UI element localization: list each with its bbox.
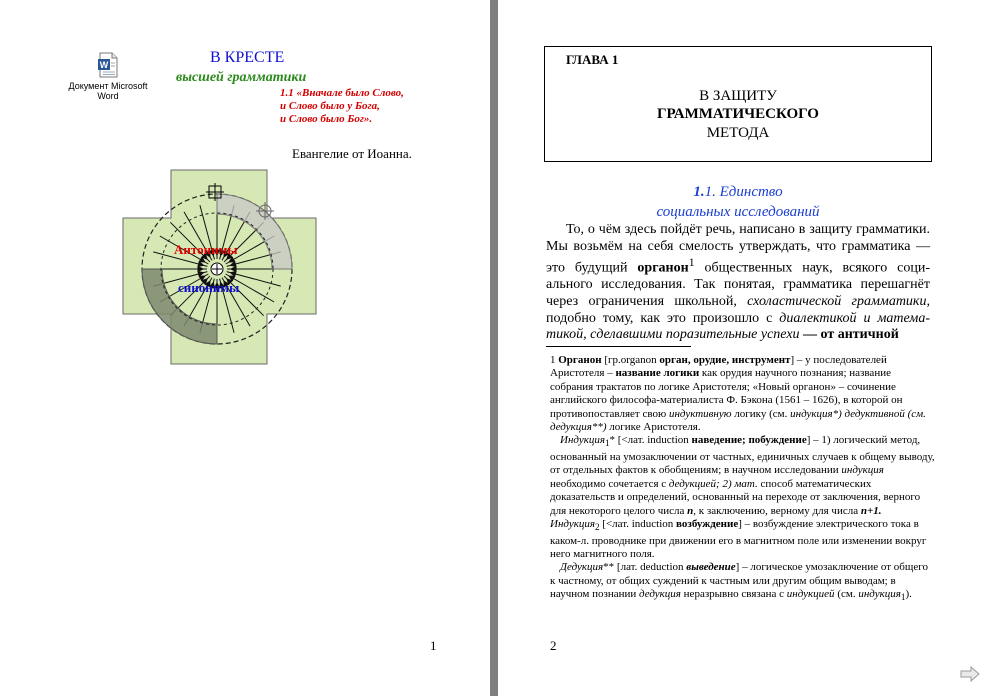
document-page-2 (498, 0, 994, 696)
chapter-title-line-3: МЕТОДА (706, 125, 770, 141)
title-line-1: В КРЕСТЕ (210, 49, 285, 66)
svg-text:W: W (99, 60, 109, 70)
epigraph-line-3: и Слово было Бог». (280, 113, 373, 125)
crosshair-top-icon (206, 183, 224, 201)
organon-term: органон (637, 260, 689, 276)
footnote (550, 354, 935, 605)
embedded-object-label-2: Word (97, 91, 119, 101)
title-line-2: высшей грамматики (176, 70, 307, 85)
antonyms-label: Антонимы (174, 242, 238, 257)
page-number-2: 2 (550, 638, 557, 653)
footnote-deduction: Дедукция** [лат. deduction выведение] – логическое умозаключение от общего к частному, от общих суждений к частным или другим общим выводам; в научном познании дедукция неразрывно связана с индукцией (см. индукция$_1$). (550, 561, 928, 603)
footnote-induction-1: Индукция$_1$* [<лат. induction наведение; побуждение] – 1) логический метод, основанный на умозаключении от частных, единичных случаев к общему выводу, от отдельных фактов к обобщениям; в научном исследовании индукция необходимо сочетается с дедукцией; 2) мат. способ математических доказательств и определений, основанный на переходе от заключения, верного для некоторого целого числа n, к заключению, верному для числа n+1. (550, 434, 935, 517)
footnote-organon: 1 Органон [гр.organon орган, орудие, инструмент] – у последователей Аристотеля – название логики как орудия научного познания; название собрания трактатов по логике Аристотеля; «Новый органон» – сочинение английского философа-материалиста Ф. Бэкона (1561 – 1626), в которой он противопоставляет свою индуктивную логику (см. индукция*) дедуктивной (см. дедукция**) логике Аристотеля. (550, 354, 926, 434)
footnote-separator (546, 346, 691, 347)
synonyms-label: синонимы (178, 280, 240, 295)
next-page-arrow-icon[interactable] (960, 666, 980, 682)
page-number-1: 1 (430, 638, 437, 653)
chapter-title-line-2: ГРАММАТИЧЕСКОГО (657, 106, 819, 122)
embedded-object-label-1: Документ Microsoft (68, 81, 148, 91)
footnote-ref: 1 (688, 256, 695, 270)
grammar-cross-diagram (120, 166, 320, 366)
section-title-line-1: 1.1. Единство (693, 184, 783, 200)
section-number: 1. (693, 184, 705, 200)
epigraph-line-1: 1.1 «Вначале было Слово, (280, 87, 404, 99)
epigraph-line-2: и Слово было у Бога, (280, 100, 380, 112)
section-title-line-2: социальных исследований (656, 204, 820, 220)
word-document-icon (97, 52, 119, 78)
document-page-1 (0, 0, 490, 696)
footnote-induction-2: Индукция$_2$ [<лат. induction возбуждение] – возбуждение электрического тока в каком-л. проводнике при движении его в магнитном поле или изменении вокруг него магнитного поля. (550, 518, 927, 561)
chapter-label: ГЛАВА 1 (566, 52, 619, 67)
epigraph-source: Евангелие от Иоанна. (292, 146, 412, 161)
epigraph (280, 87, 404, 126)
embedded-word-object[interactable] (62, 52, 154, 101)
chapter-title-line-1: В ЗАЩИТУ (699, 88, 777, 104)
body-paragraph: То, о чём здесь пойдёт речь, написано в защиту грамматики. Мы возьмём на себя смелость утверждать, что грамматика — это будущий органон$^1$ общественных наук, всякого социального исследования. Так понятая, грамматика перешагнёт через ограничения школьной, схоластической грамматики, подобно тому, как это произошло с диалектикой и математикой, сделавшими поразительные успехи — от античной (546, 222, 930, 343)
